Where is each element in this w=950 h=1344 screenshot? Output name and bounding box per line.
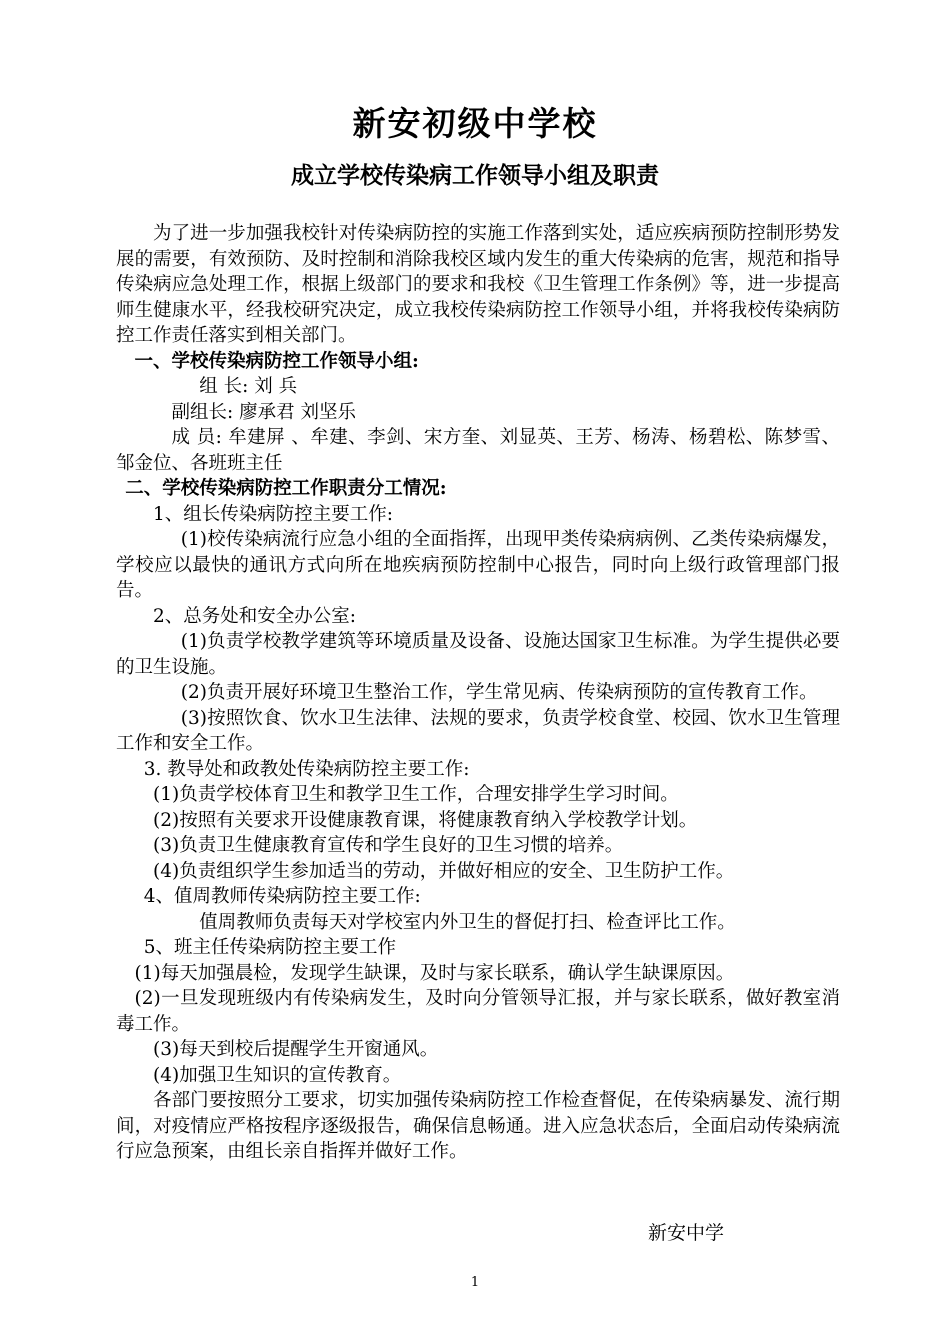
item5-paragraph-3: (3)每天到校后提醒学生开窗通风。 [153, 1039, 439, 1060]
item3-paragraph-4: (4)负责组织学生参加适当的劳动，并做好相应的安全、卫生防护工作。 [153, 860, 735, 882]
item4-title: 4、值周教师传染病防控主要工作: [143, 886, 421, 907]
item3-paragraph-2: (2)按照有关要求开设健康教育课，将健康教育纳入学校教学计划。 [153, 809, 698, 831]
item1-paragraph-1: (1)校传染病流行应急小组的全面指挥，出现甲类传染病病例、乙类传染病爆发，学校应以最快的通讯方式向所在地疾病预防控制中心报告，同时向上级行政管理部门报告。 [116, 529, 840, 601]
page-number: 1 [470, 1275, 480, 1290]
signature: 新安中学 [648, 1222, 725, 1244]
item2-paragraph-3: (3)按照饮食、饮水卫生法律、法规的要求，负责学校食堂、校园、饮水卫生管理工作和安全工作。 [116, 707, 840, 754]
intro-paragraph: 为了进一步加强我校针对传染病防控的实施工作落到实处，适应疾病预防控制形势发展的需要，有效预防、及时控制和消除我校区域内发生的重大传染病的危害，规范和指导传染病应急处理工作，根据上级部门的要求和我校《卫生管理工作条例》等，进一步提高师生健康水平，经我校研究决定，成立我校传染病防控工作领导小组，并将我校传染病防控工作责任落实到相关部门。 [116, 223, 840, 346]
item5-paragraph-1: (1)每天加强晨检，发现学生缺课，及时与家长联系，确认学生缺课原因。 [134, 962, 735, 984]
item3-paragraph-1: (1)负责学校体育卫生和教学卫生工作，合理安排学生学习时间。 [153, 784, 679, 805]
item5-paragraph-4: (4)加强卫生知识的宣传教育。 [153, 1064, 402, 1086]
item2-title: 2、总务处和安全办公室: [153, 605, 357, 627]
document-body [116, 221, 840, 1165]
item2-paragraph-1: (1)负责学校教学建筑等环境质量及设备、设施达国家卫生标准。为学生提供必要的卫生设施。 [116, 631, 840, 678]
item5-paragraph-2: (2)一旦发现班级内有传染病发生，及时向分管领导汇报，并与家长联系，做好教室消毒工作。 [116, 988, 840, 1035]
deputy-line: 副组长: 廖承君 刘坚乐 [171, 401, 356, 423]
members-line: 成 员: 牟建屏 、牟建、李剑、宋方奎、刘显英、王芳、杨涛、杨碧松、陈梦雪、邹金位、各班班主任 [116, 427, 840, 474]
leader-line: 组 长: 刘 兵 [199, 376, 298, 397]
document-title: 新安初级中学校 [352, 104, 598, 143]
item3-paragraph-3: (3)负责卫生健康教育宣传和学生良好的卫生习惯的培养。 [153, 835, 624, 856]
item2-paragraph-2: (2)负责开展好环境卫生整治工作，学生常见病、传染病预防的宣传教育工作。 [180, 682, 818, 703]
item5-title: 5、班主任传染病防控主要工作 [143, 937, 397, 958]
item1-title: 1、组长传染病防控主要工作: [153, 503, 394, 525]
document-subtitle: 成立学校传染病工作领导小组及职责 [291, 162, 659, 189]
item4-paragraph-1: 值周教师负责每天对学校室内外卫生的督促打扫、检查评比工作。 [199, 911, 736, 933]
closing-paragraph: 各部门要按照分工要求，切实加强传染病防控工作检查督促，在传染病暴发、流行期间，对疫情应严格按程序逐级报告，确保信息畅通。进入应急状态后，全面启动传染病流行应急预案，由组长亲自指挥并做好工作。 [116, 1090, 840, 1162]
item3-title: 3. 教导处和政教处传染病防控主要工作: [143, 758, 470, 780]
section1-heading: 一、学校传染病防控工作领导小组: [134, 350, 419, 372]
section2-heading: 二、学校传染病防控工作职责分工情况: [125, 478, 447, 499]
